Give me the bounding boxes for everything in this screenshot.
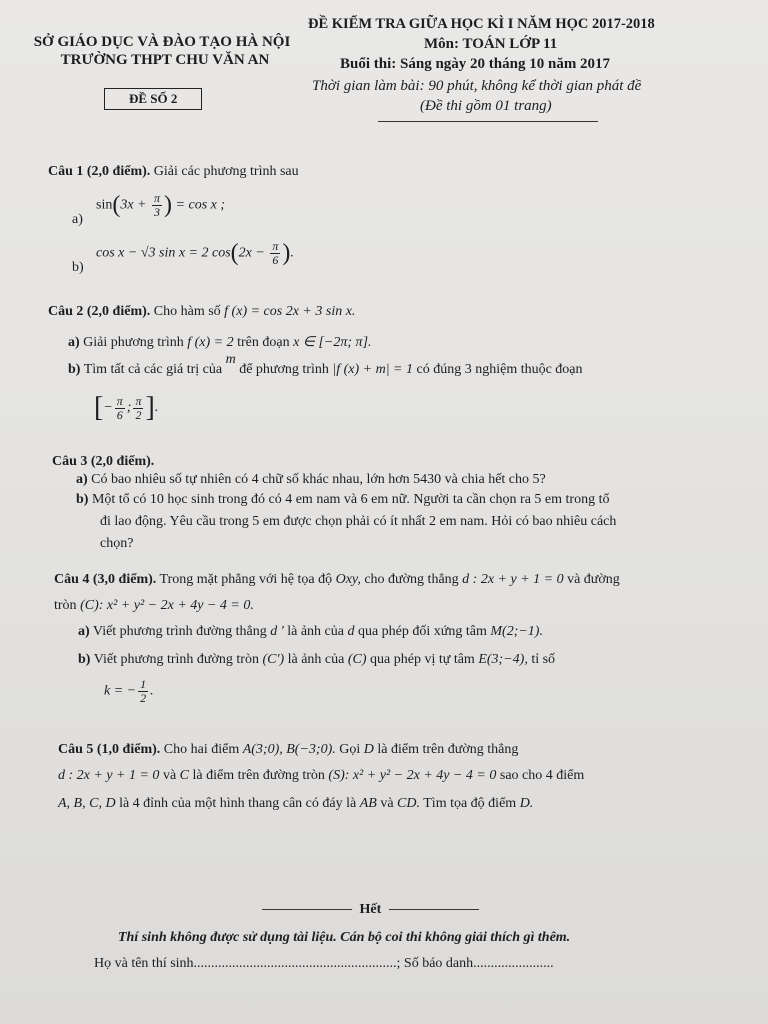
subject: Môn: TOÁN LỚP 11 [424, 36, 558, 52]
question-1 [48, 164, 299, 180]
q3-b-line3: chọn? [100, 536, 134, 551]
q2-b: b) Tìm tất cả các giá trị của m để phương trình |f (x) + m| = 1 có đúng 3 nghiệm thuộc đoạn [68, 352, 583, 377]
school-name: TRƯỜNG THPT CHU VĂN AN [60, 52, 270, 68]
end-divider-right [389, 909, 479, 910]
question-2: Câu 2 (2,0 điểm). Cho hàm số f (x) = cos 2x + 3 sin x. [48, 304, 356, 319]
header-divider [378, 121, 598, 122]
q3-b-line2: đi lao động. Yêu cầu trong 5 em được chọn phải có ít nhất 2 em nam. Hỏi có bao nhiêu cách [100, 514, 617, 529]
footer-note: Thí sinh không được sử dụng tài liệu. Cán bộ coi thi không giải thích gì thêm. [118, 930, 571, 945]
question-3-title: Câu 3 (2,0 điểm). [52, 454, 155, 469]
q4-a: a) Viết phương trình đường thẳng d ' là ảnh của d qua phép đối xứng tâm M(2;−1). [78, 624, 543, 639]
exam-session: Buổi thi: Sáng ngày 20 tháng 10 năm 2017 [340, 56, 611, 72]
q4-circle: tròn (C): x² + y² − 2x + 4y − 4 = 0. [54, 598, 254, 613]
candidate-info-line: Họ và tên thí sinh..........................................................; Số báo danh....................... [94, 956, 554, 971]
question-4: Câu 4 (3,0 điểm). Trong mặt phẳng với hệ tọa độ Oxy, cho đường thẳng d : 2x + y + 1 = 0 và đường [54, 572, 620, 587]
q1-b-label: b) [72, 260, 84, 275]
question-1-title: Câu 1 (2,0 điểm). [48, 164, 151, 179]
q2-b-interval: [− $\frac{\pi}{6}$ ; $\frac{\pi}{2}$ ]. [94, 392, 159, 423]
q1-a-equation: sin(3x + $\frac{\pi}{3}$ ) = cos x ; [96, 191, 226, 219]
q1-b-equation: cos x − √3 sin x = 2 cos(2x − $\frac{\pi}{6}$ ). [96, 239, 294, 267]
q3-b: b) Một tổ có 10 học sinh trong đó có 4 em nam và 6 em nữ. Người ta cần chọn ra 5 em trong tổ [76, 492, 610, 507]
q2-function: f (x) = cos 2x + 3 sin x. [224, 304, 356, 319]
department-name: SỞ GIÁO DỤC VÀ ĐÀO TẠO HÀ NỘI [33, 34, 291, 50]
q3-a: a) Có bao nhiêu số tự nhiên có 4 chữ số khác nhau, lớn hơn 5430 và chia hết cho 5? [76, 472, 546, 487]
q4-b: b) Viết phương trình đường tròn (C') là ảnh của (C) qua phép vị tự tâm E(3;−4), tỉ số [78, 652, 556, 667]
end-marker: Hết [262, 902, 479, 918]
question-1-text: Giải các phương trình sau [153, 164, 299, 179]
question-5: Câu 5 (1,0 điểm). Cho hai điểm A(3;0), B(−3;0). Gọi D là điểm trên đường thẳng [58, 742, 519, 757]
end-divider-left [262, 909, 352, 910]
q4-b-ratio: k = − $\frac{1}{2}$ . [104, 677, 154, 705]
q2-a: a) Giải phương trình f (x) = 2 trên đoạn x ∈ [−2π; π]. [68, 335, 372, 350]
q5-line3: A, B, C, D là 4 đỉnh của một hình thang cân có đáy là AB và CD. Tìm tọa độ điểm D. [58, 796, 534, 811]
page-count: (Đề thi gồm 01 trang) [420, 98, 552, 114]
q5-line2: d : 2x + y + 1 = 0 và C là điểm trên đường tròn (S): x² + y² − 2x + 4y − 4 = 0 sao cho 4 điểm [58, 768, 585, 783]
exam-title: ĐỀ KIỂM TRA GIỮA HỌC KÌ I NĂM HỌC 2017-2018 [308, 16, 655, 32]
q1-a-label: a) [72, 212, 83, 227]
exam-duration: Thời gian làm bài: 90 phút, không kể thời gian phát đề [312, 78, 642, 94]
exam-code-box: ĐỀ SỐ 2 [104, 88, 202, 110]
